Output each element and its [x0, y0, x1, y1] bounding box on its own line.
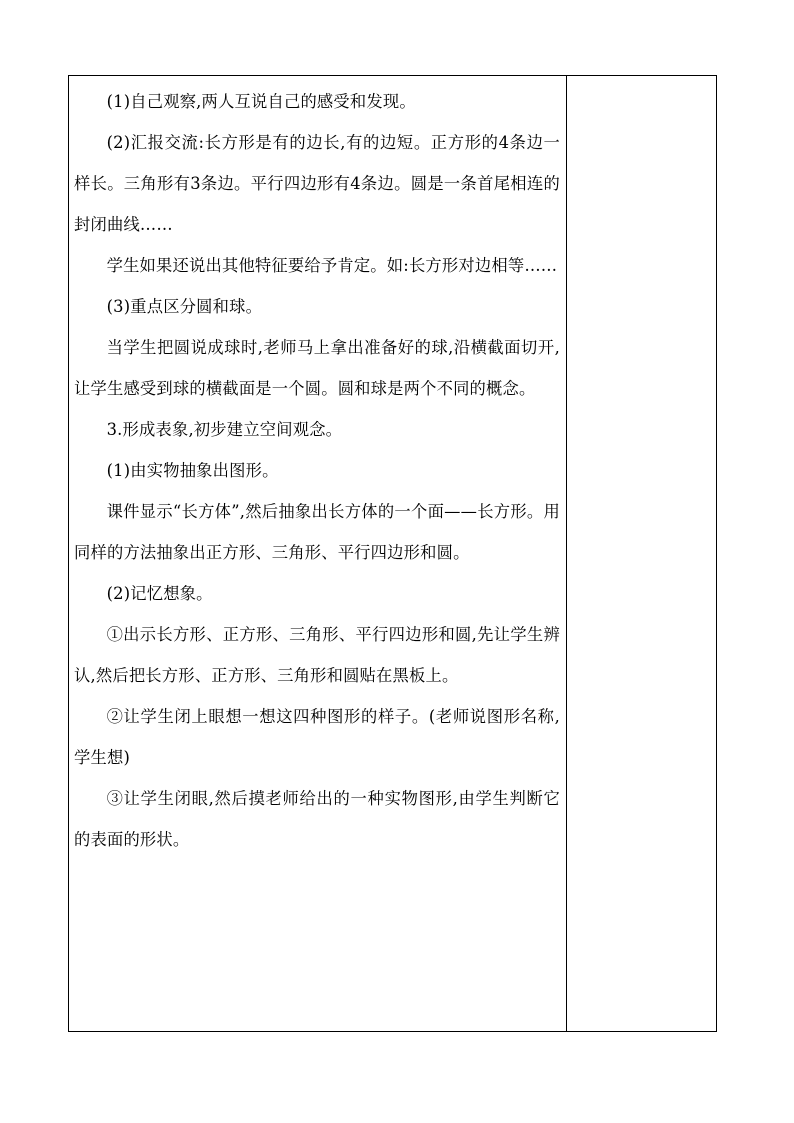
- lesson-table: [68, 75, 717, 1032]
- paragraph-step-2: ②让学生闭上眼想一想这四种图形的样子。(老师说图形名称,学生想): [74, 707, 560, 767]
- paragraph-circle-ball: (3)重点区分圆和球。: [106, 297, 263, 316]
- paragraph-other-features: 学生如果还说出其他特征要给予肯定。如:长方形对边相等……: [106, 256, 558, 275]
- paragraph-cross-section: 当学生把圆说成球时,老师马上拿出准备好的球,沿横截面切开,让学生感受到球的横截面是一个圆。圆和球是两个不同的概念。: [74, 338, 560, 398]
- paragraph-section-3: 3.形成表象,初步建立空间观念。: [106, 420, 343, 439]
- paragraph-courseware: 课件显示“长方体”,然后抽象出长方体的一个面——长方形。用同样的方法抽象出正方形、三角形、平行四边形和圆。: [74, 502, 560, 562]
- paragraph-abstract-shapes: (1)由实物抽象出图形。: [106, 461, 279, 480]
- paragraph-step-3: ③让学生闭眼,然后摸老师给出的一种实物图形,由学生判断它的表面的形状。: [74, 789, 560, 849]
- paragraph-report: (2)汇报交流:长方形是有的边长,有的边短。正方形的4条边一样长。三角形有3条边。平行四边形有4条边。圆是一条首尾相连的封闭曲线……: [74, 133, 560, 234]
- paragraph-step-1: ①出示长方形、正方形、三角形、平行四边形和圆,先让学生辨认,然后把长方形、正方形、三角形和圆贴在黑板上。: [74, 625, 560, 685]
- paragraph-observe: (1)自己观察,两人互说自己的感受和发现。: [106, 92, 416, 111]
- notes-cell: [567, 76, 716, 1031]
- lesson-content-cell: [69, 76, 566, 1031]
- paragraph-memory: (2)记忆想象。: [106, 584, 213, 603]
